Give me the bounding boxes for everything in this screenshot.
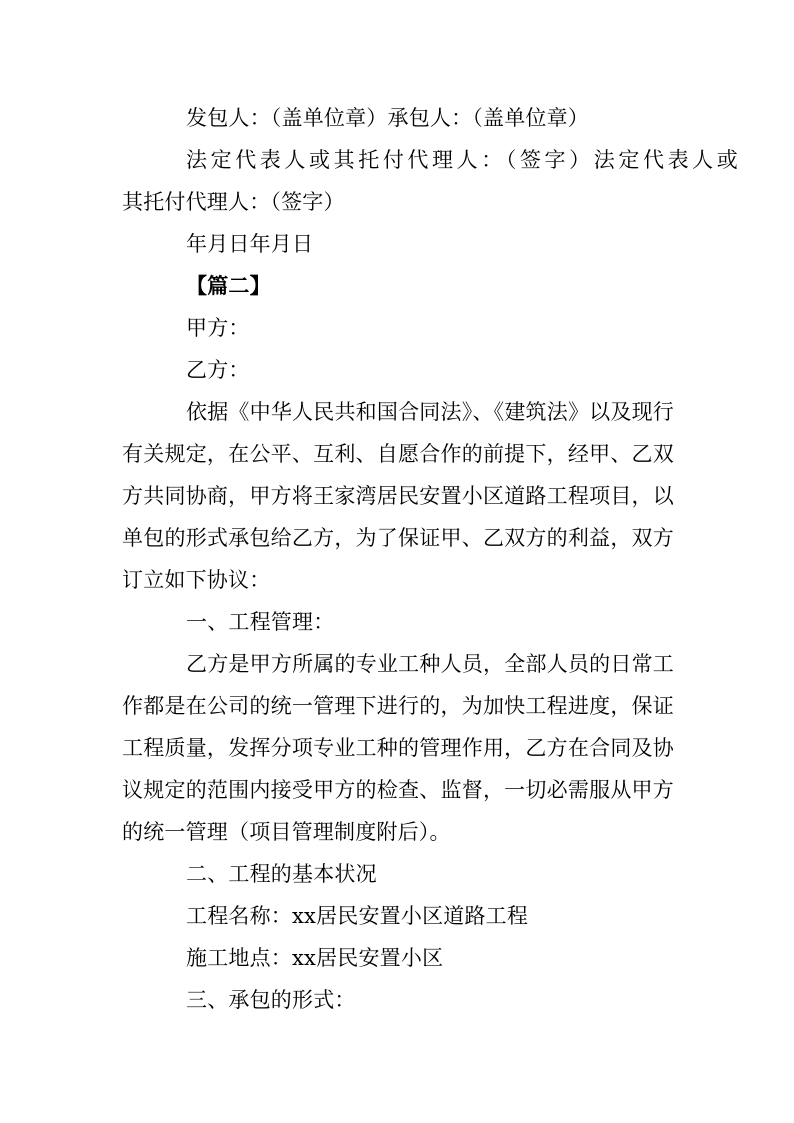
paragraph-line: 单包的形式承包给乙方，为了保证甲、乙双方的利益，双方	[122, 526, 674, 550]
paragraph-line: 议规定的范围内接受甲方的检查、监督，一切必需服从甲方	[122, 778, 674, 802]
signature-line-representative: 法定代表人或其托付代理人：（签字）法定代表人或	[186, 148, 738, 172]
paragraph-line: 方共同协商，甲方将王家湾居民安置小区道路工程项目，以	[122, 484, 674, 508]
paragraph-line: 乙方是甲方所属的专业工种人员，全部人员的日常工	[186, 652, 674, 676]
party-a-line: 甲方：	[186, 316, 250, 340]
section-heading: 【篇二】	[186, 273, 271, 298]
paragraph-line: 工程质量，发挥分项专业工种的管理作用，乙方在合同及协	[122, 736, 674, 760]
site-location-line: 施工地点：xx居民安置小区	[186, 946, 444, 970]
paragraph-line: 依据《中华人民共和国合同法》、《建筑法》以及现行	[186, 400, 674, 424]
paragraph-line: 作都是在公司的统一管理下进行的，为加快工程进度，保证	[122, 694, 674, 718]
paragraph-line: 的统一管理（项目管理制度附后）。	[122, 820, 451, 844]
date-line: 年月日年月日	[186, 232, 314, 256]
project-name-line: 工程名称：xx居民安置小区道路工程	[186, 904, 529, 928]
signature-line-agent: 其托付代理人：（签字）	[122, 190, 345, 214]
paragraph-line: 订立如下协议：	[122, 568, 271, 592]
paragraph-line: 有关规定，在公平、互利、自愿合作的前提下，经甲、乙双	[122, 442, 674, 466]
party-b-line: 乙方：	[186, 358, 250, 382]
clause-heading: 三、承包的形式：	[186, 988, 356, 1012]
clause-heading: 一、工程管理：	[186, 610, 335, 634]
clause-heading: 二、工程的基本状况	[186, 862, 377, 886]
signature-line-contractor: 发包人：（盖单位章）承包人：（盖单位章）	[186, 106, 589, 130]
